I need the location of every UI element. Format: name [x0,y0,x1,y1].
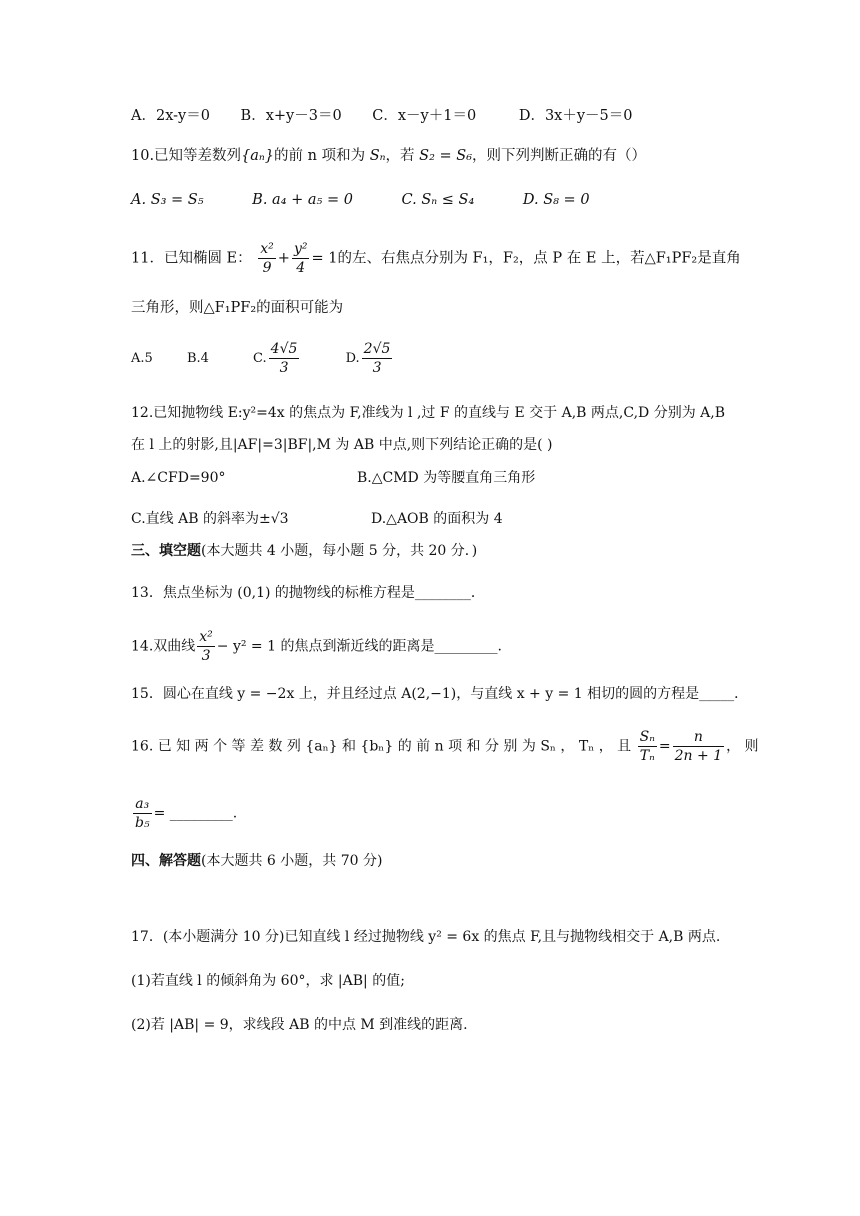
q16-answer [131,795,237,832]
section4-title: 四、解答题 [131,853,201,869]
q16-equals: = [658,738,671,755]
q11-stem-line2: 三角形，则△F₁PF₂的面积可能为 [131,300,344,316]
q11-option-d-fraction [362,340,393,377]
q12-stem-line1: 12.已知抛物线 E:y²=4x 的焦点为 F,准线为 l ,过 F 的直线与 E 交于 A,B 两点,C,D 分别为 A,B [131,405,725,421]
q11-option-c-den: 3 [279,360,289,376]
q17-part2: (2)若 |AB| = 9，求线段 AB 的中点 M 到准线的距离. [131,1017,468,1033]
q16-fraction-ab [133,795,152,832]
q12-option-d: D.△AOB 的面积为 4 [371,511,503,527]
q14-stem [131,628,502,665]
q17-part1: (1)若直线 l 的倾斜角为 60°，求 |AB| 的值; [131,973,405,989]
q10-option-b: B. a₄ + a₅ = 0 [252,192,353,208]
q10-option-c: C. Sₙ ≤ S₄ [401,192,475,208]
q11-frac1-den: 9 [262,260,272,276]
q11-frac2-num: y² [293,241,308,257]
q16-stem-text: 16. 已 知 两 个 等 差 数 列 {aₙ} 和 {bₙ} 的 前 n 项 和 分 别 为 Sₙ ， Tₙ ， 且 [131,738,632,755]
q11-stem-text: 11．已知椭圆 E： [131,250,252,267]
q11-option-c [253,340,301,377]
q9-option-c: C．x－y＋1＝0 [372,108,477,124]
q14-frac-den: 3 [201,648,211,664]
q16-frac2-den: 2n + 1 [674,748,723,764]
q12-option-c: C.直线 AB 的斜率为±√3 [131,511,289,527]
q11-option-d-den: 3 [372,360,382,376]
q16-tail: = _________. [153,805,238,822]
q11-option-c-fraction [269,340,300,377]
q10-stem-text: ，若 [385,148,415,164]
q16-fraction-st [638,728,657,765]
q9-option-a: A．2x-y＝0 [131,108,210,124]
q12-options-row2 [131,509,503,529]
q11-option-b: B.4 [186,350,209,366]
q13-stem: 13．焦点坐标为 (0,1) 的抛物线的标椎方程是________． [131,585,485,601]
section3-title: 三、填空题 [131,543,201,559]
q10-stem-text: 10.已知等差数列 [131,148,242,164]
section3-desc: (本大题共 4 小题，每小题 5 分，共 20 分．) [201,543,478,559]
q11-option-d [346,340,395,377]
section3-heading [131,541,477,561]
q12-option-a: A.∠CFD=90° [131,470,226,486]
q11-fraction-y [292,240,310,277]
q11-plus: + [277,250,290,267]
q12-stem-line2: 在 l 上的射影,且|AF|=3|BF|,M 为 AB 中点,则下列结论正确的是( ) [131,437,553,453]
q11-frac1-num: x² [260,241,274,257]
q11-option-a: A.5 [131,350,153,366]
q10-options [131,190,590,210]
q9-option-b: B．x+y－3＝0 [240,108,342,124]
q16-fraction-n [673,728,724,765]
section4-desc: (本大题共 6 小题，共 70 分) [201,853,383,869]
q10-option-d: D. S₈ = 0 [522,192,590,208]
q16-frac1-den: Tₙ [639,748,655,764]
q11-options [131,340,394,377]
q14-frac-num: x² [199,629,213,645]
q11-option-d-label: D. [345,351,360,366]
q9-option-d: D．3x＋y－5＝0 [518,108,633,124]
q12-options-row1 [131,468,535,488]
q10-sequence: {aₙ} [241,148,275,164]
q11-frac2-den: 4 [296,260,306,276]
q10-stem-text: 的前 n 项和为 [274,148,366,164]
section4-heading [131,851,382,871]
q17-stem: 17．(本小题满分 10 分)已知直线 l 经过抛物线 y² = 6x 的焦点 F,且与抛物线相交于 A,B 两点. [131,929,721,945]
q10-stem [131,146,646,166]
q10-sn: Sₙ [369,148,386,164]
q14-stem-text: − y² = 1 的焦点到渐近线的距离是_________. [216,638,502,655]
q16-stem-text: ， 则 [726,738,759,755]
q11-stem-text: 的左、右焦点分别为 F₁，F₂，点 P 在 E 上，若△F₁PF₂是直角 [337,250,741,267]
q15-stem: 15．圆心在直线 y = −2x 上，并且经过点 A(2,−1)，与直线 x + y = 1 相切的圆的方程是_____． [131,686,749,702]
q11-fraction-x [258,240,276,277]
q16-frac3-num: a₃ [133,795,152,814]
q14-stem-text: 14.双曲线 [131,638,196,655]
q16-frac1-num: Sₙ [639,729,655,745]
q11-stem [131,240,741,277]
q16-stem [131,728,759,765]
q9-options [131,106,632,126]
q12-option-b: B.△CMD 为等腰直角三角形 [357,470,536,486]
q11-option-d-num: 2√5 [363,341,391,357]
q11-option-c-num: 4√5 [270,341,298,357]
q11-equals: = 1 [311,250,338,267]
q10-stem-text: ，则下列判断正确的有（） [472,148,647,164]
q14-fraction [197,628,215,665]
q16-frac2-num: n [673,728,724,747]
q16-frac3-den: b₅ [135,815,150,831]
q11-option-c-label: C. [253,351,267,366]
q10-option-a: A. S₃ = S₅ [131,192,204,208]
q10-condition: S₂ = S₆ [419,148,473,164]
